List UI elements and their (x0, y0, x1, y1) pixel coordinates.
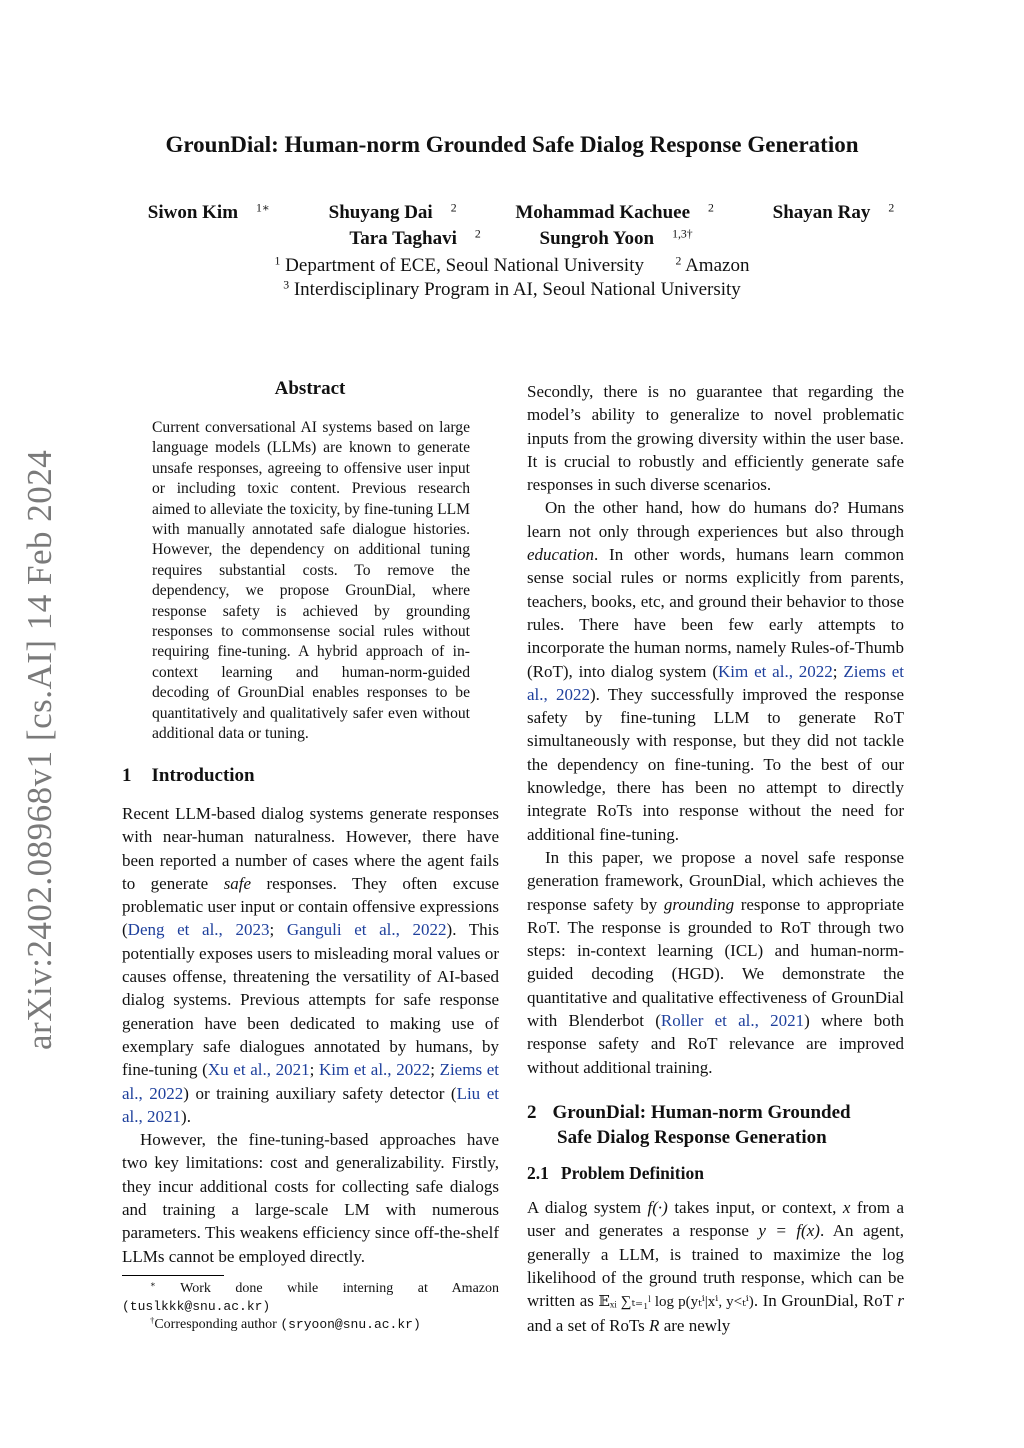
math-inline: y = f(x) (758, 1221, 820, 1241)
citation-link[interactable]: Ziems et al., 2022 (122, 1060, 499, 1103)
paper-title: GrounDial: Human-norm Grounded Safe Dialog Response Generation (165, 132, 859, 157)
math-inline: 𝔼ₓᵢ ∑ₜ₌₁ˡ log p(yₜⁱ|xⁱ, y<ₜⁱ) (598, 1294, 754, 1311)
right-paragraph-4: A dialog system f(·) takes input, or context, x from a user and generates a response y = f(x). An agent, generally a LLM, is trained to maximize the log likelihood of the ground truth response, which can be written as 𝔼ₓᵢ ∑ₜ₌₁ˡ log p(yₜⁱ|xⁱ, y<ₜⁱ). In GrounDial, RoT r and a set of RoTs R are newly (527, 1198, 905, 1336)
right-column (527, 380, 904, 1079)
author: Sungroh Yoon $^{1,3\dagger}$ (539, 227, 693, 249)
problem-definition-text (527, 1196, 904, 1338)
abstract-heading: Abstract (274, 378, 346, 399)
intro-paragraph-2: However, the fine-tuning-based approaches have two key limitations: cost and generalizability. Firstly, they incur additional costs for collecting safe dialogs and training a large-scale LM with numerous parameters. This weakens efficiency since off-the-shelf LLMs cannot be employed directly. (122, 1130, 499, 1266)
intro-paragraph-1: Recent LLM-based dialog systems generate responses with near-human naturalness. However, there have been reported a number of cases where the agent fails to generate safe responses. They often excuse problematic user input or contain offensive expressions (Deng et al., 2023; Ganguli et al., 2022). This potentially exposes users to misleading moral values or causes offense, threatening the versatility of AI-based dialog systems. Previous attempts for safe response generation have been dedicated to making use of exemplary safe dialogues annotated by humans, by fine-tuning (Xu et al., 2021; Kim et al., 2022; Ziems et al., 2022) or training auxiliary safety detector (Liu et al., 2021). (122, 804, 500, 1126)
right-paragraph-2: On the other hand, how do humans do? Humans learn not only through experiences but also through education. In other words, humans learn common sense social rules or norms explicitly from parents, teachers, books, etc, and ground their behavior to those rules. There have been few early attempts to incorporate the human norms, namely Rules-of-Thumb (RoT), into dialog system (Kim et al., 2022; Ziems et al., 2022). They successfully improved the response safety by fine-tuning LLM to generate RoT simultaneously with response, but they did not tackle the dependency on fine-tuning. To the best of our knowledge, there has been no attempt to directly integrate RoTs into response without the need for additional fine-tuning. (527, 498, 904, 844)
citation-link[interactable]: Ziems et al., 2022 (527, 661, 904, 704)
right-paragraph-1: Secondly, there is no guarantee that regarding the model’s ability to generalize to novel problematic inputs from the growing diversity within the user base. It is crucial to robustly and efficiently generate safe responses in such diverse scenarios. (527, 382, 904, 495)
footnote-2: †Corresponding author (sryoon@snu.ac.kr) (150, 1315, 421, 1332)
author: Mohammad Kachuee $^2$ (515, 201, 714, 223)
citation-link[interactable]: Ganguli et al., 2022 (286, 920, 447, 940)
math-inline: f(·) (647, 1198, 668, 1217)
author: Shuyang Dai $^2$ (328, 201, 457, 223)
citation-link[interactable]: Roller et al., 2021 (660, 1011, 805, 1031)
math-inline: R (649, 1316, 660, 1336)
author-line-2 (0, 228, 1024, 250)
right-paragraph-3: In this paper, we propose a novel safe response generation framework, GrounDial, which achieves the response safety by grounding response to appropriate RoT. The response is grounded to RoT through two steps: in-context learning (ICL) and human-norm-guided decoding (HGD). We demonstrate the quantitative and qualitative effectiveness of GrounDial with Blenderbot (Roller et al., 2021) where both response safety and RoT relevance are improved without additional training. (527, 847, 905, 1077)
affiliation-line-2: $^3$ Interdisciplinary Program in AI, Seoul National University (283, 278, 741, 300)
author: Shayan Ray $^2$ (772, 201, 895, 223)
citation-link[interactable]: Kim et al., 2022 (718, 661, 833, 681)
abstract-text: Current conversational AI systems based on large language models (LLMs) are known to generate unsafe responses, agreeing to offensive user input or including toxic content. Previous research aimed to alleviate the toxicity, by fine-tuning LLM with manually annotated safe dialogue histories. However, the dependency on additional tuning requires substantial costs. To remove the dependency, we propose GrounDial, where response safety is achieved by grounding responses to commonsense social rules without requiring fine-tuning. A hybrid approach of in-context learning and human-norm-guided decoding of GrounDial enables responses to be quantitatively and qualitatively safer even without additional data or tuning. (152, 419, 470, 743)
citation-link[interactable]: Kim et al., 2022 (319, 1060, 431, 1080)
section-2-heading: 2 GrounDial: Human-norm Grounded Safe Dialog Response Generation (527, 1102, 851, 1148)
citation-link[interactable]: Deng et al., 2023 (127, 920, 270, 940)
footnote-1-email: (tuslkkk@snu.ac.kr) (122, 1299, 271, 1314)
footnote-1: ∗ Work done while interning at Amazon (150, 1279, 499, 1296)
footnotes (122, 1280, 499, 1334)
affiliation-line-1: $^1$ Department of ECE, Seoul National University $^2$ Amazon (274, 254, 750, 276)
math-inline: x (842, 1198, 851, 1217)
author: Siwon Kim $^{1∗}$ (147, 201, 270, 223)
arxiv-stamp: arXiv:2402.08968v1 [cs.AI] 14 Feb 2024 (20, 449, 59, 1050)
math-inline: r (897, 1291, 904, 1311)
citation-link[interactable]: Xu et al., 2021 (207, 1060, 310, 1080)
author-line-1 (0, 202, 1024, 224)
subsection-2-1-heading: 2.1 Problem Definition (527, 1163, 704, 1183)
intro-column (122, 802, 499, 1268)
author: Tara Taghavi $^2$ (349, 227, 481, 249)
citation-link[interactable]: Liu et al., 2021 (122, 1083, 499, 1126)
section-1-heading: 1 Introduction (122, 765, 255, 786)
footnote-rule (122, 1275, 224, 1276)
